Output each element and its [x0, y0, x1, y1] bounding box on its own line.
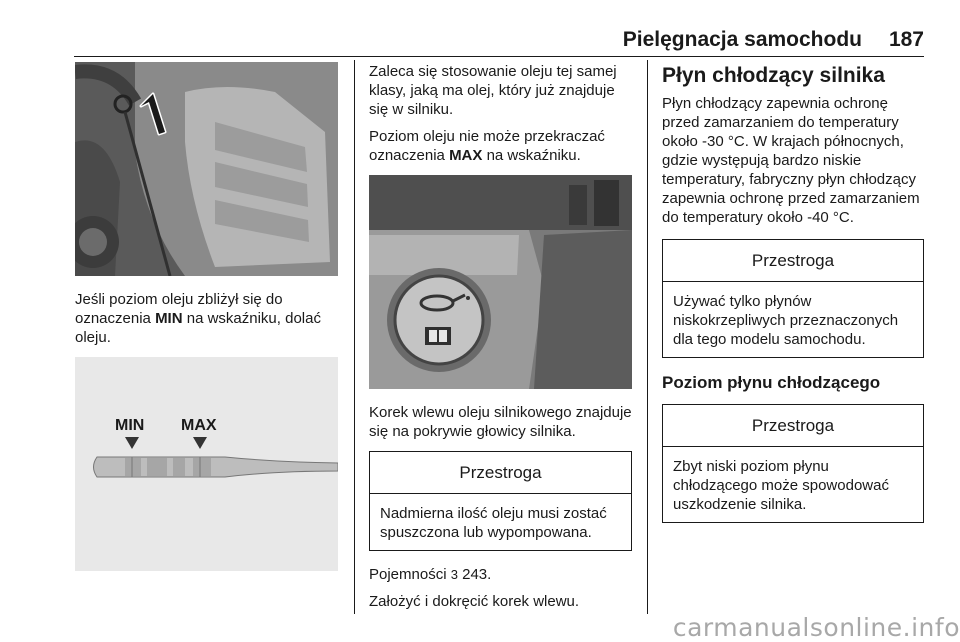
caution-title: Przestroga [663, 240, 923, 282]
page-header-title: Pielęgnacja samochodu [622, 28, 862, 51]
oil-max-paragraph: Poziom oleju nie może przekraczać oznaczenia MAX na wskaźniku. [369, 128, 605, 164]
caution-text: Używać tylko płynów niskokrzepliwych przeznaczonych dla tego modelu samochodu. [673, 293, 899, 348]
page-reference-icon: 3 [450, 567, 458, 582]
dipstick-max-label: MAX [181, 417, 217, 434]
oil-filler-cap-photo [369, 175, 632, 389]
caution-text: Zbyt niski poziom płynu chłodzącego może spowodować uszkodzenie silnika. [673, 458, 889, 513]
caution-box-low-coolant [662, 404, 924, 523]
caution-box-excess-oil [369, 451, 632, 551]
column-divider-2 [647, 60, 648, 614]
column-divider-1 [354, 60, 355, 614]
caution-box-antifreeze [662, 239, 924, 358]
low-oil-paragraph: Jeśli poziom oleju zbliżył się do oznaczenia MIN na wskaźniku, dolać oleju. [75, 291, 321, 346]
filler-cap-caption: Korek wlewu oleju silnikowego znajduje się na pokrywie głowicy silnika. [369, 404, 632, 440]
capacity-reference: Pojemności 3 243. [369, 566, 492, 583]
coolant-level-subheading: Poziom płynu chłodzącego [662, 373, 881, 392]
caution-title: Przestroga [370, 452, 631, 494]
oil-class-paragraph: Zaleca się stosowanie oleju tej samej klasy, jaką ma olej, który już znajduje się w silniku. [369, 63, 617, 118]
column-3 [662, 62, 924, 537]
header-divider [74, 56, 924, 57]
page-number: 187 [888, 28, 924, 51]
engine-bay-dipstick-photo [75, 62, 338, 276]
coolant-section-heading: Płyn chłodzący silnika [662, 64, 885, 87]
column-1 [75, 62, 338, 571]
tighten-cap-paragraph: Założyć i dokręcić korek wlewu. [369, 593, 580, 610]
dipstick-illustration [75, 357, 338, 571]
watermark: carmanualsonline.info [672, 613, 960, 642]
caution-title: Przestroga [663, 405, 923, 447]
column-2 [369, 62, 632, 619]
caution-text: Nadmierna ilość oleju musi zostać spuszczona lub wypompowana. [380, 505, 607, 541]
dipstick-min-label: MIN [115, 417, 145, 434]
coolant-protection-paragraph: Płyn chłodzący zapewnia ochronę przed zamarzaniem do temperatury około -30 °C. W krajach północnych, gdzie występują bardzo niskie temperatury, fabryczny płyn chłodzący zapewnia ochronę przed zamarzaniem do temperatury około -40 °C. [662, 95, 920, 226]
